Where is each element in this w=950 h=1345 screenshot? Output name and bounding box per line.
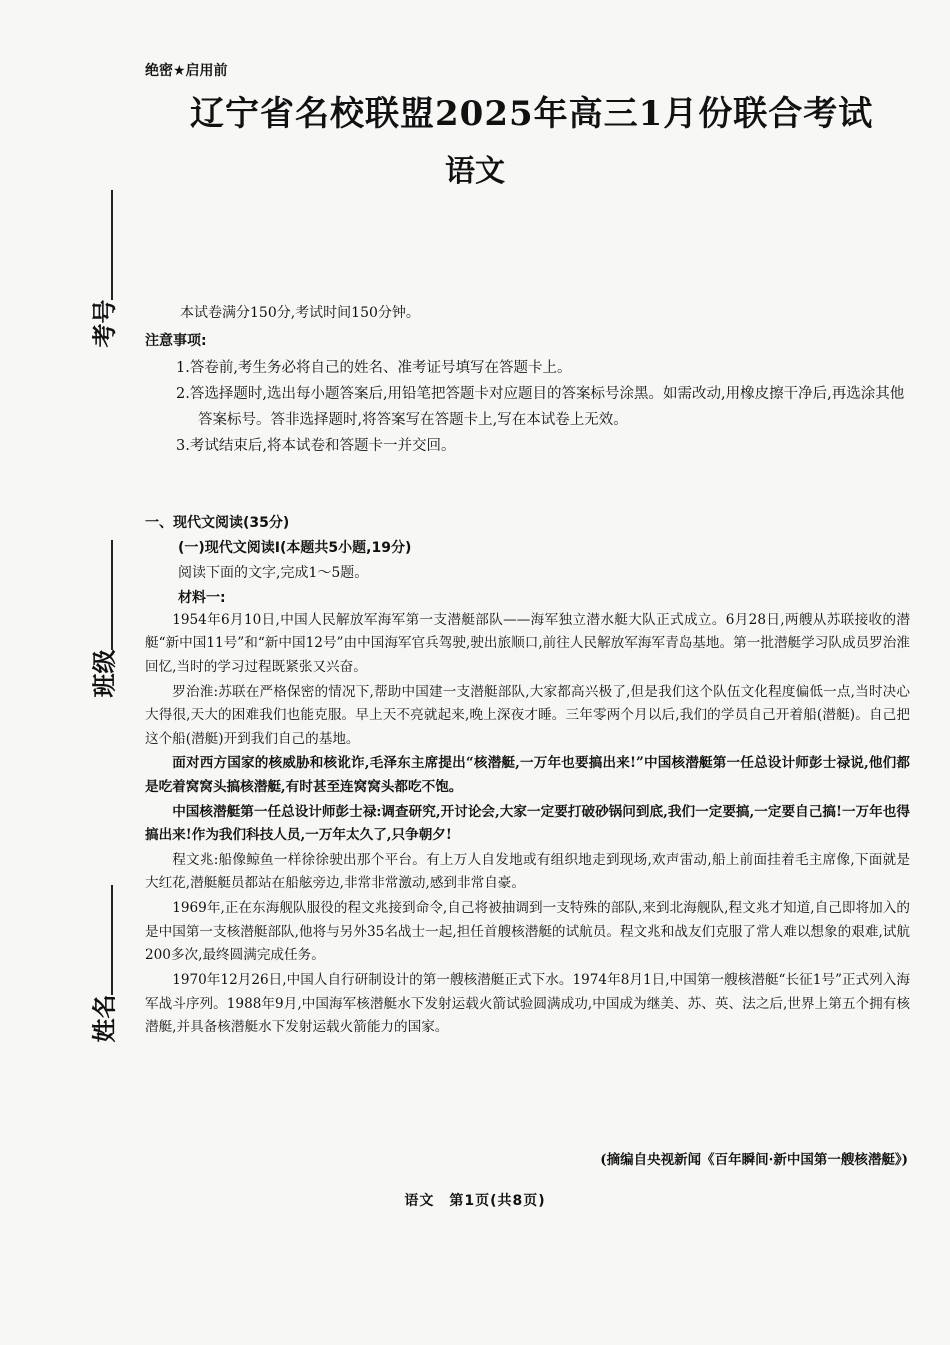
notice-list [176, 355, 912, 459]
notice-item: 1.答卷前,考生务必将自己的姓名、准考证号填写在答题卡上。 [176, 360, 572, 376]
notice-item: 3.考试结束后,将本试卷和答题卡一并交回。 [176, 438, 456, 454]
exam-no-line [111, 190, 113, 300]
page-footer: 语文 第1页(共8页) [404, 1193, 546, 1209]
paragraph: 程文兆:船像鲸鱼一样徐徐驶出那个平台。有上万人自发地或有组织地走到现场,欢声雷动,船上前面挂着毛主席像,下面就是大红花,潜艇艇员都站在船舷旁边,非常非常激动,感到非常自豪。 [145, 852, 910, 892]
paragraph: 1954年6月10日,中国人民解放军海军第一支潜艇部队——海军独立潜水艇大队正式成立。6月28日,两艘从苏联接收的潜艇“新中国11号”和“新中国12号”由中国海军官兵驾驶,驶出旅顺口,前往人民解放军海军青岛基地。第一批潜艇学习队成员罗治淮回忆,当时的学习过程既紧张又兴奋。 [145, 612, 910, 675]
secret-mark: 绝密★启用前 [145, 63, 228, 79]
paragraph: 面对西方国家的核威胁和核讹诈,毛泽东主席提出“核潜艇,一万年也要搞出来!”中国核潜艇第一任总设计师彭士禄说,他们都是吃着窝窝头搞核潜艇,有时甚至连窝窝头都吃不饱。 [145, 755, 910, 795]
reading-material [145, 609, 910, 1041]
source-citation: (摘编自央视新闻《百年瞬间·新中国第一艘核潜艇》) [600, 1152, 908, 1168]
paragraph: 中国核潜艇第一任总设计师彭士禄:调查研究,开讨论会,大家一定要打破砂锅问到底,我们一定要搞,一定要自己搞!一万年也得搞出来!作为我们科技人员,一万年太久了,只争朝夕! [145, 803, 910, 844]
name-line [111, 885, 113, 995]
reading-instruction: 阅读下面的文字,完成1～5题。 [178, 565, 369, 581]
exam-no-label: 考号 [90, 299, 119, 348]
exam-info: 本试卷满分150分,考试时间150分钟。 [180, 305, 420, 321]
class-label: 班级 [90, 649, 119, 698]
subsection-title: (一)现代文阅读Ⅰ(本题共5小题,19分) [178, 540, 412, 556]
paragraph: 罗治淮:苏联在严格保密的情况下,帮助中国建一支潜艇部队,大家都高兴极了,但是我们这个队伍文化程度偏低一点,当时决心大得很,天大的困难我们也能克服。早上天不亮就起来,晚上深夜才睡。三年零两个月以后,我们的学员自己开着船(潜艇)。自己把这个船(潜艇)开到我们自己的基地。 [145, 683, 910, 747]
exam-title: 辽宁省名校联盟2025年高三1月份联合考试 [190, 94, 874, 134]
notice-title: 注意事项: [145, 333, 207, 349]
name-label: 姓名 [90, 994, 119, 1043]
section-title: 一、现代文阅读(35分) [145, 515, 290, 531]
paragraph: 1970年12月26日,中国人自行研制设计的第一艘核潜艇正式下水。1974年8月1日,中国第一艘核潜艇“长征1号”正式列入海军战斗序列。1988年9月,中国海军核潜艇水下发射运载火箭试验圆满成功,中国成为继美、苏、英、法之后,世界上第五个拥有核潜艇,并具备核潜艇水下发射运载火箭能力的国家。 [145, 972, 910, 1035]
paragraph: 1969年,正在东海舰队服役的程文兆接到命令,自己将被抽调到一支特殊的部队,来到北海舰队,程文兆才知道,自己即将加入的是中国第一支核潜艇部队,他将与另外35名战士一起,担任首艘核潜艇的试航员。程文兆和战友们克服了常人难以想象的艰难,试航200多次,最终圆满完成任务。 [145, 900, 910, 964]
subject-title: 语文 [445, 154, 505, 189]
class-line [111, 540, 113, 650]
notice-item: 2.答选择题时,选出每小题答案后,用铅笔把答题卡对应题目的答案标号涂黑。如需改动,用橡皮擦干净后,再选涂其他答案标号。答非选择题时,将答案写在答题卡上,写在本试卷上无效。 [176, 386, 905, 428]
material-title: 材料一: [178, 590, 226, 606]
